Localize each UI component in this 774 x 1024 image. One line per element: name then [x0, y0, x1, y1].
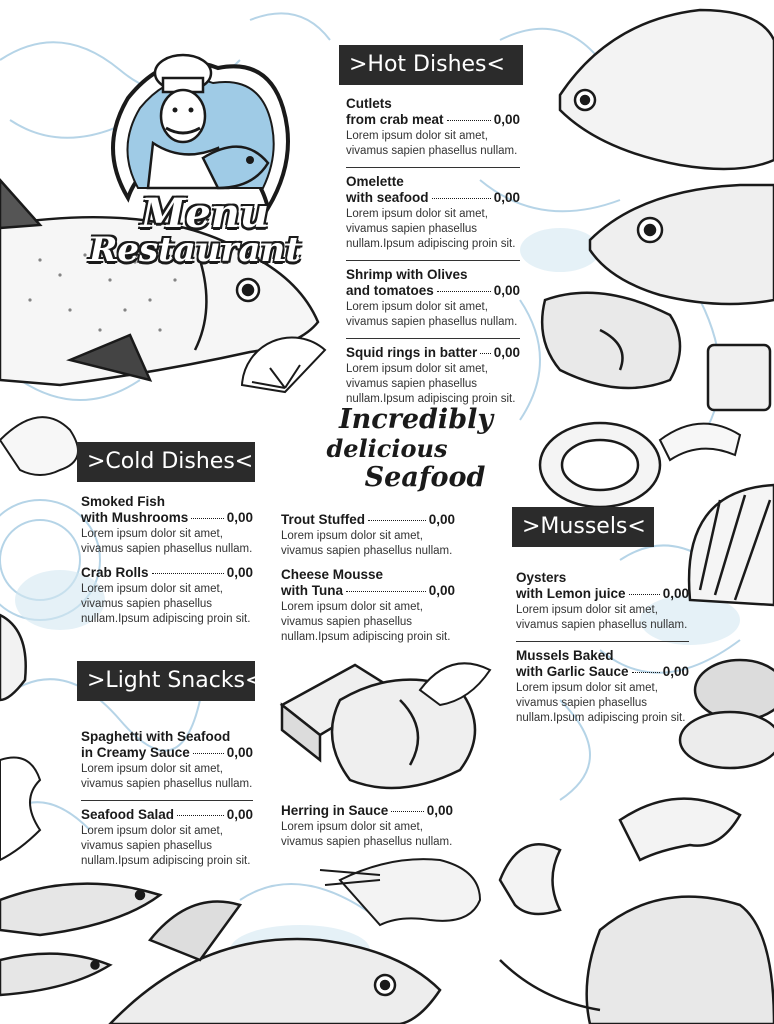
shell-illustration [540, 423, 660, 507]
logo-title: Menu [141, 190, 269, 237]
item-price: 0,00 [428, 512, 455, 527]
item-name-line2: Seafood Salad [81, 807, 175, 822]
item-price: 0,00 [493, 283, 520, 298]
item-description: Lorem ipsum dolor sit amet, vivamus sapien phasellus nullam. [516, 604, 688, 631]
item-description: Lorem ipsum dolor sit amet, vivamus sapien phasellus nullam.Ipsum adipiscing proin sit. [346, 363, 516, 405]
item-name-line2: with Mushrooms [81, 510, 189, 525]
item-price: 0,00 [226, 565, 253, 580]
leader-dots [480, 353, 490, 354]
item-price: 0,00 [426, 803, 453, 818]
leader-dots [191, 518, 223, 519]
item-price: 0,00 [226, 510, 253, 525]
cold-dishes-section [81, 494, 253, 635]
item-name-line2: with Garlic Sauce [516, 664, 629, 679]
menu-item [346, 267, 520, 330]
menu-item [516, 570, 689, 633]
menu-item [346, 96, 520, 159]
salmon-steak-illustration [542, 293, 680, 388]
item-name-line1: Smoked Fish [81, 494, 166, 509]
menu-item [81, 807, 253, 869]
divider [346, 167, 520, 168]
divider [346, 260, 520, 261]
item-line [81, 510, 253, 526]
tagline [302, 405, 512, 493]
item-line [281, 803, 453, 819]
item-price: 0,00 [226, 745, 253, 760]
item-line [81, 745, 253, 761]
menu-item [516, 648, 689, 726]
item-price: 0,00 [662, 586, 689, 601]
menu-item [346, 345, 520, 407]
item-name-line2: Squid rings in batter [346, 345, 478, 360]
shell-illustration [689, 485, 774, 605]
leader-dots [437, 291, 491, 292]
shell-illustration [0, 615, 26, 700]
shrimp-illustration [320, 859, 480, 925]
item-line [516, 664, 689, 680]
item-name-line1: Oysters [516, 570, 567, 585]
item-line [281, 583, 455, 599]
item-price: 0,00 [226, 807, 253, 822]
light-snacks-section [81, 729, 253, 877]
divider [346, 338, 520, 339]
mussels-header: >Mussels< [512, 507, 654, 547]
item-name-line2: Crab Rolls [81, 565, 149, 580]
item-name-line2: from crab meat [346, 112, 444, 127]
herring-section [281, 803, 453, 858]
menu-item [281, 512, 455, 559]
menu-item [81, 565, 253, 627]
item-description: Lorem ipsum dolor sit amet, vivamus sapien phasellus nullam.Ipsum adipiscing proin sit. [346, 208, 516, 250]
item-description: Lorem ipsum dolor sit amet, vivamus sapien phasellus nullam. [281, 530, 453, 557]
leader-dots [432, 198, 491, 199]
menu-item [81, 729, 253, 792]
mussels-section [516, 570, 689, 734]
item-price: 0,00 [493, 112, 520, 127]
item-price: 0,00 [428, 583, 455, 598]
item-name-line1: Mussels Baked [516, 648, 614, 663]
item-description: Lorem ipsum dolor sit amet, vivamus sapien phasellus nullam. [346, 130, 518, 157]
item-name-line2: in Creamy Sauce [81, 745, 190, 760]
leader-dots [193, 753, 224, 754]
item-description: Lorem ipsum dolor sit amet, vivamus sapien phasellus nullam. [81, 763, 253, 790]
leader-dots [391, 811, 423, 812]
leader-dots [346, 591, 426, 592]
item-line [516, 586, 689, 602]
middle-column-section [281, 512, 455, 653]
tagline-line2: delicious [326, 434, 448, 463]
leader-dots [152, 573, 224, 574]
item-name-line1: Spaghetti with Seafood [81, 729, 231, 744]
menu-item [81, 494, 253, 557]
item-name-line2: with Tuna [281, 583, 343, 598]
restaurant-logo [68, 38, 328, 288]
item-description: Lorem ipsum dolor sit amet, vivamus sapien phasellus nullam.Ipsum adipiscing proin sit. [81, 825, 251, 867]
divider [516, 641, 689, 642]
logo-subtitle: Restaurant [89, 230, 301, 270]
item-line [81, 807, 253, 823]
item-description: Lorem ipsum dolor sit amet, vivamus sapien phasellus nullam.Ipsum adipiscing proin sit. [281, 601, 451, 643]
divider [81, 800, 253, 801]
item-name-line1: Shrimp with Olives [346, 267, 468, 282]
item-name-line1: Cheese Mousse [281, 567, 384, 582]
item-name-line2: Herring in Sauce [281, 803, 389, 818]
item-description: Lorem ipsum dolor sit amet, vivamus sapien phasellus nullam. [281, 821, 453, 848]
menu-item [281, 567, 455, 645]
leader-dots [368, 520, 426, 521]
item-description: Lorem ipsum dolor sit amet, vivamus sapien phasellus nullam. [346, 301, 518, 328]
item-line [346, 345, 520, 361]
crab-illustration [500, 799, 774, 1024]
item-name-line1: Cutlets [346, 96, 392, 111]
hot-dishes-header: >Hot Dishes< [339, 45, 523, 85]
tagline-line3: Seafood [364, 462, 486, 493]
menu-item [281, 803, 453, 850]
fish-illustration [0, 884, 160, 995]
fish-illustration [560, 10, 774, 169]
leader-dots [629, 594, 660, 595]
item-price: 0,00 [493, 345, 520, 360]
item-description: Lorem ipsum dolor sit amet, vivamus sapien phasellus nullam. [81, 528, 253, 555]
item-name-line1: Omelette [346, 174, 404, 189]
item-name-line2: with seafood [346, 190, 429, 205]
leader-dots [632, 672, 660, 673]
item-description: Lorem ipsum dolor sit amet, vivamus sapien phasellus nullam.Ipsum adipiscing proin sit. [81, 583, 251, 625]
item-line [281, 512, 455, 528]
tagline-line1: Incredibly [338, 404, 494, 435]
menu-item [346, 174, 520, 252]
item-price: 0,00 [493, 190, 520, 205]
item-name-line2: Trout Stuffed [281, 512, 365, 527]
item-name-line2: with Lemon juice [516, 586, 626, 601]
cold-dishes-header: >Cold Dishes< [77, 442, 255, 482]
item-name-line2: and tomatoes [346, 283, 434, 298]
light-snacks-header: >Light Snacks< [77, 661, 255, 701]
leader-dots [177, 815, 224, 816]
item-line [81, 565, 253, 581]
leader-dots [447, 120, 491, 121]
item-price: 0,00 [662, 664, 689, 679]
hot-dishes-section [346, 96, 520, 415]
item-line [346, 190, 520, 206]
item-line [346, 283, 520, 299]
item-line [346, 112, 520, 128]
item-description: Lorem ipsum dolor sit amet, vivamus sapien phasellus nullam.Ipsum adipiscing proin sit. [516, 682, 686, 724]
